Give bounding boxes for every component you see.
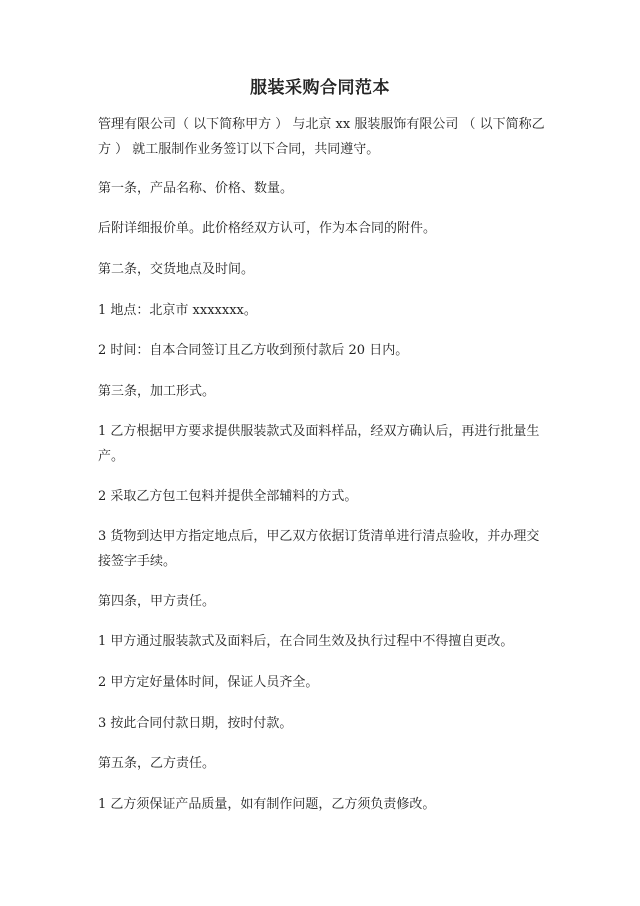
paragraph-line: 产。 (98, 449, 125, 464)
paragraph (98, 629, 550, 654)
paragraph (98, 711, 550, 736)
paragraph-line: 第三条，加工形式。 (98, 384, 216, 399)
article-1-heading (98, 176, 550, 201)
article-4-heading (98, 589, 550, 614)
article-5-heading (98, 751, 550, 776)
paragraph-line: 接签字手续。 (98, 554, 177, 569)
paragraph-line: 后附详细报价单。此价格经双方认可，作为本合同的附件。 (98, 221, 437, 236)
paragraph (98, 524, 550, 574)
paragraph (98, 484, 550, 509)
paragraph-line: 第二条，交货地点及时间。 (98, 262, 255, 277)
article-3-heading (98, 379, 550, 404)
paragraph-line: 管理有限公司（ 以下简称甲方 ） 与北京 xx 服装服饰有限公司 （ 以下简称乙 (98, 117, 545, 132)
paragraph-line: 3 按此合同付款日期，按时付款。 (98, 716, 293, 731)
paragraph-line: 2 甲方定好量体时间，保证人员齐全。 (98, 675, 319, 690)
paragraph (98, 419, 550, 469)
paragraph (98, 670, 550, 695)
paragraph-line: 1 地点：北京市 xxxxxxx。 (98, 303, 257, 318)
paragraph-line: 1 甲方通过服装款式及面料后，在合同生效及执行过程中不得擅自更改。 (98, 634, 514, 649)
article-2-heading (98, 257, 550, 282)
paragraph (98, 338, 550, 363)
paragraph (98, 298, 550, 323)
paragraph-line: 第四条，甲方责任。 (98, 594, 216, 609)
paragraph-line: 2 时间：自本合同签订且乙方收到预付款后 20 日内。 (98, 343, 409, 358)
paragraph (98, 792, 550, 817)
paragraph-line: 1 乙方根据甲方要求提供服装款式及面料样品，经双方确认后，再进行批量生 (98, 424, 540, 439)
paragraph-line: 第五条，乙方责任。 (98, 756, 216, 771)
paragraph-line: 方 ） 就工服制作业务签订以下合同，共同遵守。 (98, 142, 380, 157)
paragraph-line: 3 货物到达甲方指定地点后，甲乙双方依据订货清单进行清点验收，并办理交 (98, 529, 540, 544)
paragraph-line: 2 采取乙方包工包料并提供全部辅料的方式。 (98, 489, 358, 504)
document-title: 服装采购合同范本 (250, 78, 390, 98)
paragraph-line: 1 乙方须保证产品质量，如有制作问题，乙方须负责修改。 (98, 797, 436, 812)
paragraph (98, 216, 550, 241)
intro-paragraph (98, 112, 550, 162)
paragraph-line: 第一条，产品名称、价格、数量。 (98, 181, 294, 196)
